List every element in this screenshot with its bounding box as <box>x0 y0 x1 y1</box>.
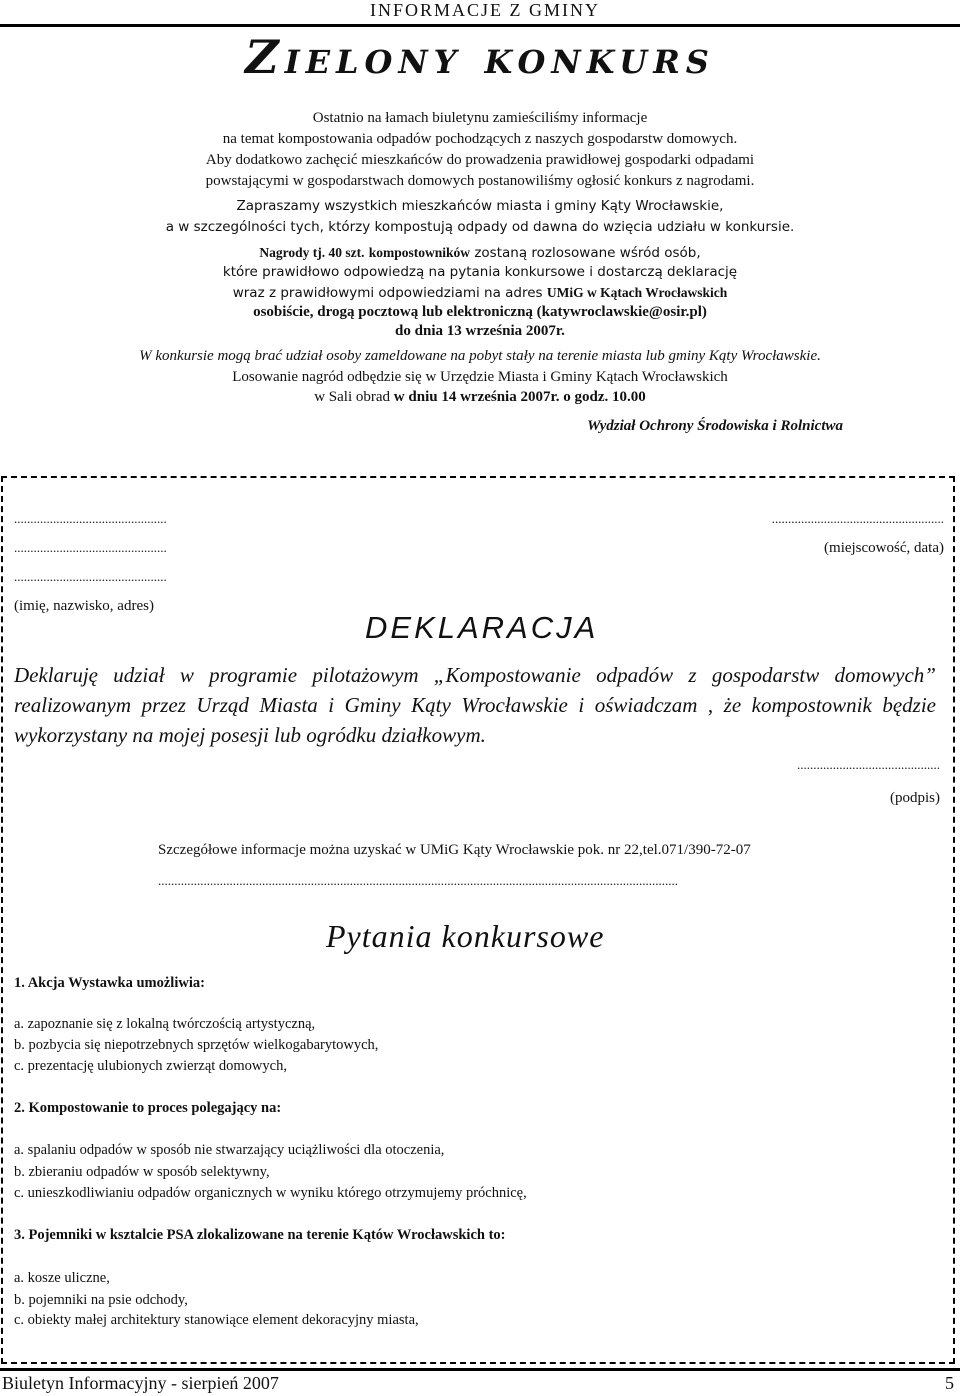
contact-info: Szczegółowe informacje można uzyskać w UMiG Kąty Wrocławskie pok. nr 22,tel.071/390-72-07 <box>158 842 751 858</box>
address-bold: UMiG w Kątach Wrocławskich <box>546 285 728 300</box>
signature-label: (podpis) <box>890 790 940 806</box>
intro-line: Ostatnio na łamach biuletynu zamieściliśmy informacje <box>312 110 648 126</box>
deadline-line: do dnia 13 września 2007r. <box>395 323 565 339</box>
address-line <box>0 282 960 304</box>
option[interactable]: c. obiekty małej architektury stanowiące element dekoracyjny miasta, <box>14 1312 419 1328</box>
question-1: 1. Akcja Wystawka umożliwia: <box>14 975 205 991</box>
footer-rule <box>0 1368 960 1371</box>
name-address-label: (imię, nazwisko, adres) <box>14 598 154 614</box>
option[interactable]: a. zapoznanie się z lokalną twórczością artystyczną, <box>14 1016 316 1032</box>
option[interactable]: c. unieszkodliwianiu odpadów organicznych w wyniku którego otrzymujemy próchnicę, <box>14 1185 527 1201</box>
prizes-rest: zostaną rozlosowane wśród osób, <box>470 245 701 261</box>
intro-line: Aby dodatkowo zachęcić mieszkańców do prowadzenia prawidłowej gospodarki odpadami <box>205 152 755 168</box>
name-dots-1: ............................................... <box>14 511 167 526</box>
option[interactable]: a. spalaniu odpadów w sposób nie stwarzający uciążliwości dla otoczenia, <box>14 1142 445 1158</box>
question-2: 2. Kompostowanie to proces polegający na: <box>14 1100 282 1116</box>
footer-publication: Biuletyn Informacyjny - sierpień 2007 <box>2 1373 279 1393</box>
question-3: 3. Pojemniki w ksztalcie PSA zlokalizowane na terenie Kątów Wrocławskich to: <box>14 1227 506 1243</box>
option[interactable]: a. kosze uliczne, <box>14 1270 110 1286</box>
address-text: wraz z prawidłowymi odpowiedziami na adres <box>232 285 547 301</box>
header-bar <box>0 0 960 27</box>
draw-place: w Sali obrad <box>314 389 394 405</box>
draw-line: Losowanie nagród odbędzie się w Urzędzie Miasta i Gminy Kątach Wrocławskich <box>232 369 728 385</box>
intro-line: powstającymi w gospodarstwach domowych postanowiliśmy ogłosić konkurs z nagrodami. <box>205 173 755 189</box>
prizes-line <box>0 242 960 264</box>
questions-title: Pytania konkursowe <box>326 918 605 954</box>
option[interactable]: b. pozbycia się niepotrzebnych sprzętów wielkogabarytowych, <box>14 1037 379 1053</box>
declaration-body: Deklaruję udział w programie pilotażowym „Kompostowanie odpadów z gospodarstw domowych” realizowanym przez Urząd Miasta i Gminy Kąty Wrocławskie i oświadczam , że kompostownik będzie wykorzystany na mojej posesji lub ogródku działkowym. <box>14 663 936 747</box>
name-dots-3: ............................................... <box>14 569 167 584</box>
page-number: 5 <box>945 1373 954 1393</box>
intro-line: a w szczególności tych, którzy kompostują odpady od dawna do wzięcia udziału w konkursie. <box>165 219 795 235</box>
place-date-dots: ..................................................... <box>771 511 944 526</box>
intro-line: na temat kompostowania odpadów pochodzących z naszych gospodarstw domowych. <box>222 131 738 147</box>
declaration-title: DEKLARACJA <box>365 610 599 645</box>
contact-dots: ................................................................................................................................................................ <box>158 873 678 888</box>
intro-line: Zapraszamy wszystkich mieszkańców miasta i gminy Kąty Wrocławskie, <box>236 198 724 214</box>
option[interactable]: c. prezentację ulubionych zwierząt domowych, <box>14 1058 287 1074</box>
eligibility-line: W konkursie mogą brać udział osoby zameldowane na pobyt stały na terenie miasta lub gminy Kąty Wrocławskie. <box>139 348 821 364</box>
delivery-line: osobiście, drogą pocztową lub elektroniczną (katywroclawskie@osir.pl) <box>253 304 707 320</box>
prizes-bold-2: kompostowników <box>368 245 471 260</box>
draw-date: w dniu 14 września 2007r. o godz. 10.00 <box>393 389 646 405</box>
prizes-bold: Nagrody tj. 40 szt. <box>259 245 365 260</box>
page-title: Zielony konkurs <box>245 30 715 84</box>
department-signature: Wydział Ochrony Środowiska i Rolnictwa <box>587 418 843 434</box>
draw-date-line <box>0 387 960 408</box>
signature-dots: ............................................ <box>797 757 940 772</box>
intro-line: które prawidłowo odpowiedzą na pytania konkursowe i dostarczą deklarację <box>222 264 738 280</box>
option[interactable]: b. zbieraniu odpadów w sposób selektywny, <box>14 1164 270 1180</box>
section-label: INFORMACJE Z GMINY <box>369 0 600 20</box>
option[interactable]: b. pojemniki na psie odchody, <box>14 1292 188 1308</box>
name-dots-2: ............................................... <box>14 540 167 555</box>
place-date-label: (miejscowość, data) <box>824 540 944 556</box>
